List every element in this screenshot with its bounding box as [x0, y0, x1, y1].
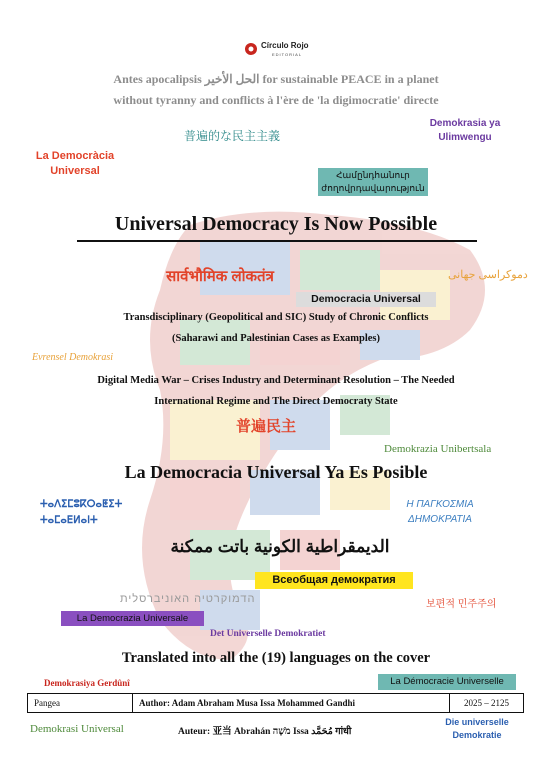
label-basque: Demokrazia Unibertsala: [384, 443, 492, 455]
label-tamazight: ⵜⴰⴷⵉⵎⵓⴽⵔⴰⵟⵉⵜ ⵜⴰⵎⴰⴹⵍⴰⵏⵜ: [40, 499, 123, 526]
label-indonesian: Demokrasi Universal: [30, 723, 124, 735]
publisher-mark-icon: [244, 42, 258, 56]
label-swahili: Demokrasia ya Ulimwengu: [429, 118, 501, 143]
publisher-name: Círculo Rojo: [261, 41, 309, 50]
label-catalan: La Democràcia Universal: [35, 150, 115, 177]
label-greek: Η ΠΑΓΚΟΣΜΙΑ ΔΗΜΟΚΡΑΤΙΑ: [406, 499, 474, 525]
title-underline: [77, 240, 477, 242]
label-kurdish: Demokrasiya Gerdûnî: [44, 678, 130, 688]
info-years: 2025 – 2125: [464, 698, 509, 708]
subtitle-1: Transdisciplinary (Geopolitical and SIC) Study of Chronic Conflicts: [123, 312, 429, 323]
label-hebrew: הדמוקרטיה האוניברסלית: [120, 593, 256, 605]
auteur-line: Auteur: 亚当 Abrahán מֹשֶׁה Issa مُحَمَّد गांधी: [178, 727, 352, 737]
subtitle-2: (Saharawi and Palestinian Cases as Examples): [172, 333, 380, 344]
label-french: La Démocracie Universelle: [378, 674, 516, 690]
label-korean: 보편적 민주주의: [426, 599, 497, 610]
label-german: Die universelle Demokratie: [445, 717, 509, 740]
label-spanish-box: Democracia Universal: [296, 292, 436, 307]
label-russian: Всеобщая демократия: [255, 572, 413, 589]
label-turkish: Evrensel Demokrasi: [32, 352, 113, 363]
publisher-logo: [244, 40, 314, 62]
subtitle-4: International Regime and The Direct Democraty State: [154, 396, 398, 407]
translated-line: Translated into all the (19) languages on the cover: [121, 650, 431, 666]
subtitle-3: Digital Media War – Crises Industry and Determinant Resolution – The Needed: [97, 375, 455, 386]
label-chinese: 普遍民主: [236, 418, 297, 435]
top-line-2: without tyranny and conflicts à l'ère de 'la digimocratie' directe: [113, 93, 439, 107]
label-danish: Det Universelle Demokratiet: [210, 629, 326, 639]
info-row: [27, 693, 524, 713]
label-arabic: الديمقراطية الكونية باتت ممكنة: [170, 537, 390, 556]
label-japanese: 普遍的な民主主義: [184, 129, 281, 143]
publisher-sub: EDITORIAL: [272, 52, 303, 57]
label-persian: دموکراسی جهانی: [448, 269, 528, 281]
info-author: Author: Adam Abraham Musa Issa Mohammed Gandhi: [133, 694, 450, 712]
label-armenian: Համընդհանուր ժողովրդավարություն: [318, 168, 428, 196]
label-italian: La Democrazia Universale: [61, 611, 204, 626]
spanish-title: La Democracia Universal Ya Es Posible: [124, 462, 428, 482]
info-pangea: Pangea: [28, 694, 133, 712]
top-line-1: Antes apocalipsis الحل الأخير for sustainable PEACE in a planet: [113, 72, 439, 86]
main-title: Universal Democracy Is Now Possible: [114, 213, 438, 235]
label-hindi: सार्वभौमिक लोकतंत्र: [166, 268, 274, 285]
